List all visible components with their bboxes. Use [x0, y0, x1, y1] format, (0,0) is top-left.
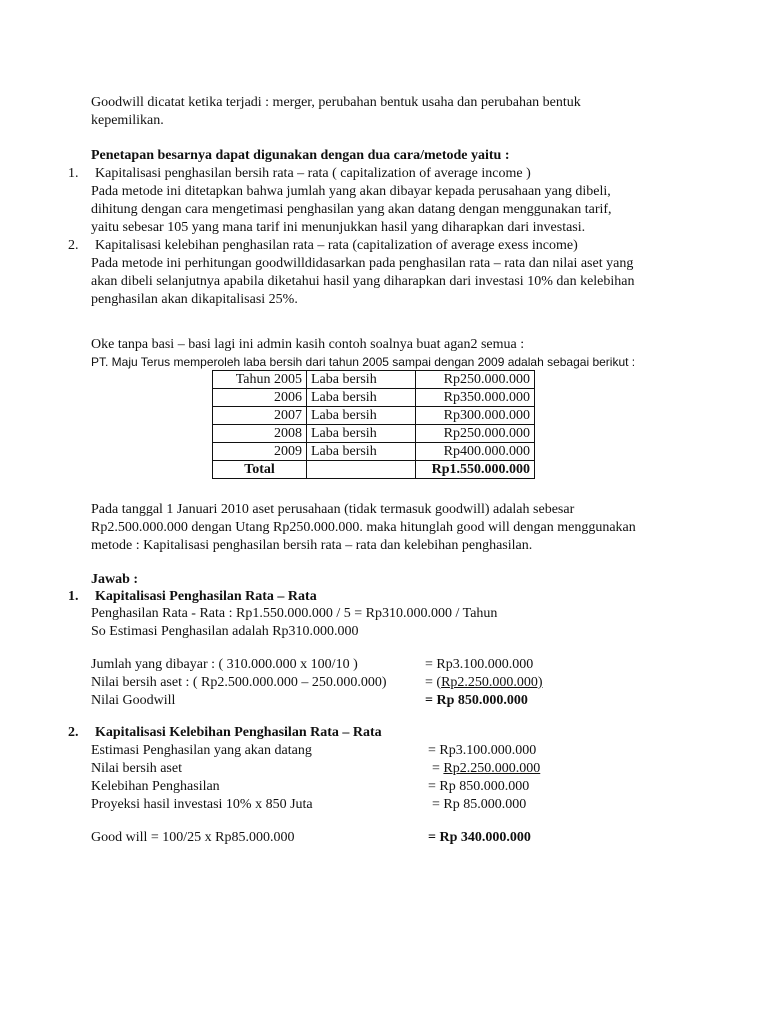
example-statement: PT. Maju Terus memperoleh laba bersih dari tahun 2005 sampai dengan 2009 adalah sebagai berikut : — [91, 355, 636, 369]
value-cell: Rp300.000.000 — [416, 407, 535, 425]
intro-line-1: Goodwill dicatat ketika terjadi : merger, perubahan bentuk usaha dan perubahan bentuk — [91, 95, 581, 110]
label-cell: Laba bersih — [307, 425, 416, 443]
method-2-line-1: Pada metode ini perhitungan goodwilldidasarkan pada penghasilan rata – rata dan nilai aset yang — [91, 256, 634, 271]
solution-2-goodwill-value: = Rp 340.000.000 — [428, 830, 531, 845]
solution-1-line-1: Penghasilan Rata - Rata : Rp1.550.000.000 / 5 = Rp310.000.000 / Tahun — [91, 606, 498, 621]
table-row — [213, 389, 535, 407]
total-value-cell: Rp1.550.000.000 — [416, 461, 535, 479]
value-cell: Rp350.000.000 — [416, 389, 535, 407]
year-cell: 2006 — [213, 389, 307, 407]
label-cell: Laba bersih — [307, 407, 416, 425]
year-cell: 2008 — [213, 425, 307, 443]
method-2-title: Kapitalisasi kelebihan penghasilan rata – rata (capitalization of average exess income) — [95, 238, 578, 253]
solution-2-net-asset-label: Nilai bersih aset — [91, 761, 182, 776]
method-1-line-1: Pada metode ini ditetapkan bahwa jumlah yang akan dibayar kepada perusahaan yang dibeli, — [91, 184, 611, 199]
method-1-line-2: dihitung dengan cara mengetimasi penghasilan yang akan datang dengan menggunakan tarif, — [91, 202, 612, 217]
method-2-line-2: akan dibeli selanjutnya apabila diketahui hasil yang diharapkan dari investasi 10% dan kelebihan — [91, 274, 635, 289]
solution-2-estimate-label: Estimasi Penghasilan yang akan datang — [91, 743, 312, 758]
value-cell: Rp250.000.000 — [416, 425, 535, 443]
table-row — [213, 371, 535, 389]
label-cell: Laba bersih — [307, 371, 416, 389]
total-label-cell: Total — [213, 461, 307, 479]
profit-table — [212, 370, 535, 479]
table-row — [213, 443, 535, 461]
solution-1-paid-value: = Rp3.100.000.000 — [425, 657, 534, 672]
label-cell: Laba bersih — [307, 443, 416, 461]
solution-1-paid-label: Jumlah yang dibayar : ( 310.000.000 x 100/10 ) — [91, 657, 358, 672]
value-cell: Rp400.000.000 — [416, 443, 535, 461]
solution-2-excess-value: = Rp 850.000.000 — [428, 779, 530, 794]
method-1-number: 1. — [68, 166, 79, 181]
solution-1-net-asset-value — [425, 674, 543, 692]
method-1-title: Kapitalisasi penghasilan bersih rata – rata ( capitalization of average income ) — [95, 166, 531, 181]
solution-1-goodwill-label: Nilai Goodwill — [91, 693, 176, 708]
answer-heading: Jawab : — [91, 572, 139, 587]
question-line-3: metode : Kapitalisasi penghasilan bersih rata – rata dan kelebihan penghasilan. — [91, 538, 533, 553]
solution-1-number: 1. — [68, 589, 79, 604]
solution-2-title: Kapitalisasi Kelebihan Penghasilan Rata – Rata — [95, 725, 382, 740]
table-row — [213, 425, 535, 443]
equals-sign: = ( — [425, 675, 442, 690]
solution-2-net-asset-value — [432, 760, 540, 778]
solution-2-projection-label: Proyeksi hasil investasi 10% x 850 Juta — [91, 797, 313, 812]
table-total-row — [213, 461, 535, 479]
year-cell: 2007 — [213, 407, 307, 425]
net-asset-amount: Rp2.250.000.000 — [443, 761, 541, 776]
method-2-line-3: penghasilan akan dikapitalisasi 25%. — [91, 292, 298, 307]
label-cell: Laba bersih — [307, 389, 416, 407]
solution-2-estimate-value: = Rp3.100.000.000 — [428, 743, 537, 758]
equals-sign: = — [432, 761, 440, 776]
methods-heading: Penetapan besarnya dapat digunakan dengan dua cara/metode yaitu : — [91, 148, 510, 163]
method-1-line-3: yaitu sebesar 105 yang mana tarif ini menunjukkan hasil yang diharapkan dari investasi. — [91, 220, 586, 235]
solution-1-line-2: So Estimasi Penghasilan adalah Rp310.000.000 — [91, 624, 359, 639]
empty-cell — [307, 461, 416, 479]
question-line-2: Rp2.500.000.000 dengan Utang Rp250.000.000. maka hitunglah good will dengan menggunakan — [91, 520, 636, 535]
solution-1-goodwill-value: = Rp 850.000.000 — [425, 693, 528, 708]
method-2-number: 2. — [68, 238, 79, 253]
solution-2-projection-value: = Rp 85.000.000 — [432, 797, 527, 812]
table-row — [213, 407, 535, 425]
solution-2-number: 2. — [68, 725, 79, 740]
net-asset-amount: Rp2.250.000.000) — [441, 675, 543, 690]
value-cell: Rp250.000.000 — [416, 371, 535, 389]
solution-2-goodwill-label: Good will = 100/25 x Rp85.000.000 — [91, 830, 295, 845]
year-cell: 2009 — [213, 443, 307, 461]
solution-1-net-asset-label: Nilai bersih aset : ( Rp2.500.000.000 – 250.000.000) — [91, 675, 387, 690]
question-line-1: Pada tanggal 1 Januari 2010 aset perusahaan (tidak termasuk goodwill) adalah sebesar — [91, 502, 575, 517]
example-intro: Oke tanpa basi – basi lagi ini admin kasih contoh soalnya buat agan2 semua : — [91, 337, 525, 352]
intro-line-2: kepemilikan. — [91, 113, 164, 128]
solution-2-excess-label: Kelebihan Penghasilan — [91, 779, 220, 794]
year-cell: Tahun 2005 — [213, 371, 307, 389]
solution-1-title: Kapitalisasi Penghasilan Rata – Rata — [95, 589, 317, 604]
